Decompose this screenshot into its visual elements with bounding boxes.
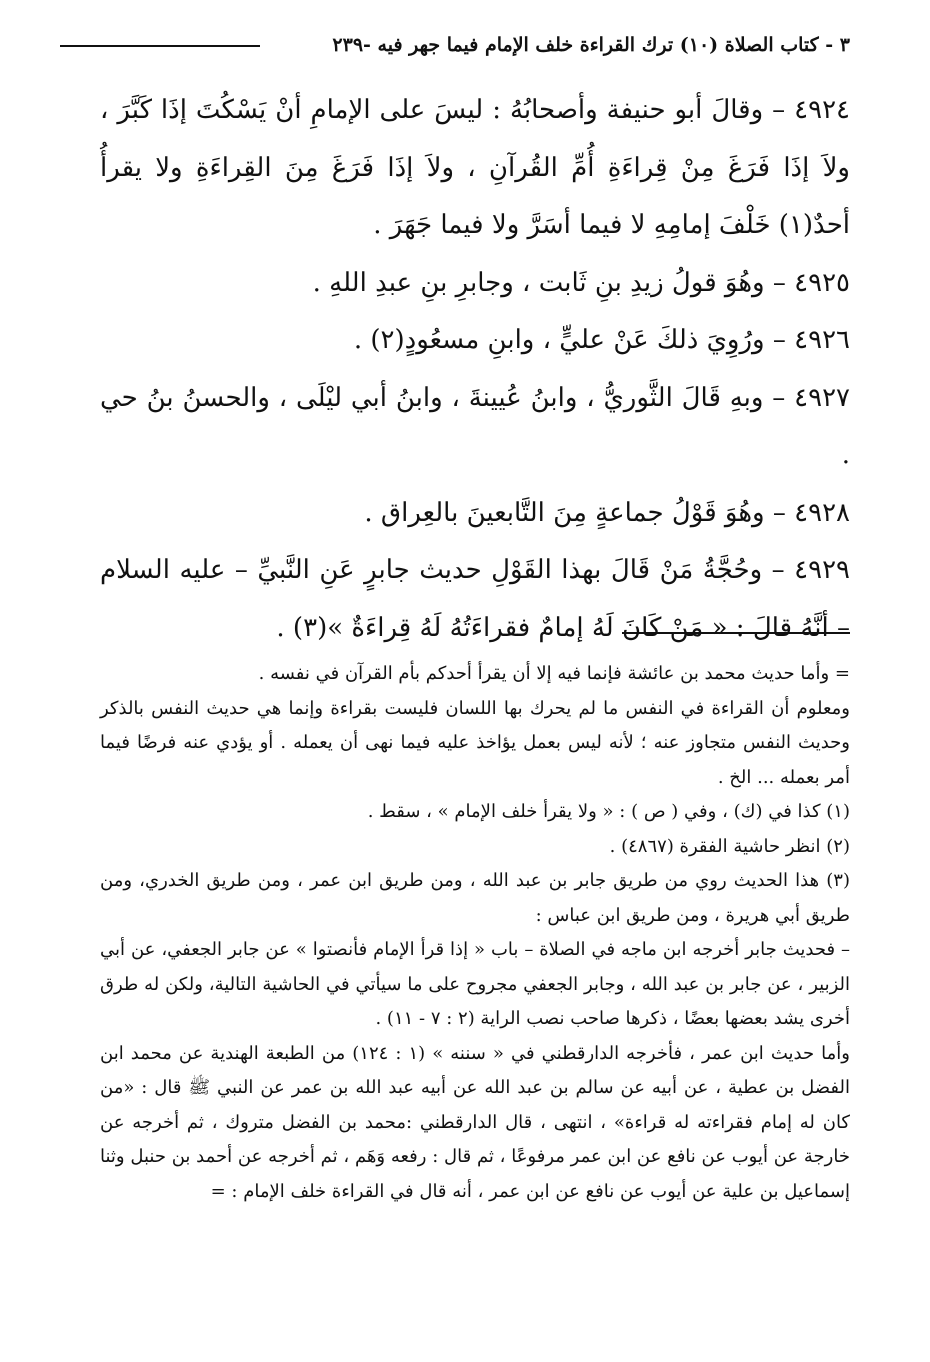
paragraph-4925: ٤٩٢٥ – وهُوَ قولُ زيدِ بنِ ثَابت ، وجابرِ بنِ عبدِ اللهِ . (312, 267, 850, 298)
paragraph-4927: ٤٩٢٧ – وبهِ قَالَ الثَّوريُّ ، وابنُ عُيينةَ ، وابنُ أبي ليْلَى ، والحسنُ بنُ حي . (100, 382, 850, 470)
footnotes (100, 657, 850, 1209)
footnote-3-jabir: – فحديث جابر أخرجه ابن ماجه في الصلاة – باب « إذا قرأ الإمام فأنصتوا » عن جابر الجعفي، عن أبي الزبير ، عن جابر بن عبد الله ، وجابر الجعفي مجروح على ما سيأتي في الحاشية التالية، ولكن له طرق أخرى يشد بعضها بعضًا ، ذكرها صاحب نصب الراية (٢ : ٧ - ١١) . (100, 939, 850, 1029)
paragraph-4928: ٤٩٢٨ – وهُوَ قَوْلُ جماعةٍ مِنَ التَّابعينَ بالعِراق . (364, 497, 850, 528)
footnote-1: (١) كذا في (ك) ، وفي ( ص ) : « ولا يقرأ خلف الإمام » ، سقط . (367, 801, 850, 822)
paragraph-4924: ٤٩٢٤ – وقالَ أبو حنيفة وأصحابُهُ : ليسَ على الإمامِ أنْ يَسْكُتَ إذَا كَبَّرَ ، ولاَ إذَا فَرَغَ مِنْ قِراءَةِ أُمِّ القُرآنِ ، ولاَ إذَا فَرَغَ مِنَ القِراءَةِ ولا يقرأُ أحدٌ(١) خَلْفَ إمامِهِ لا فيما أسَرَّ ولا فيما جَهَرَ . (100, 95, 850, 240)
header-title: ٣ - كتاب الصلاة (١٠) ترك القراءة خلف الإمام فيما جهر فيه -٢٣٩ (332, 34, 850, 56)
footnote-3-ibn-umar: وأما حديث ابن عمر ، فأخرجه الدارقطني في « سننه » (١ : ١٢٤) من الطبعة الهندية عن محمد ابن الفضل بن عطية ، عن أبيه عن سالم بن عبد الله عن أبيه عبد الله بن عمر عن النبي ﷺ قال : «من كان له إمام فقراءته له قراءة» ، انتهى ، قال الدارقطني :محمد بن الفضل متروك ، ثم أخرجه عن خارجة عن أيوب عن نافع عن ابن عمر مرفوعًا ، ثم قال : رفعه وَهَم ، ثم أخرجه عن أحمد بن حنبل وثنا إسماعيل بن علية عن أيوب عن نافع عن ابن عمر ، أنه قال في القراءة خلف الإمام : = (100, 1042, 850, 1202)
header-rule (60, 45, 260, 47)
main-text (100, 82, 850, 657)
footnote-separator (622, 632, 850, 634)
footnote-3: (٣) هذا الحديث روي من طريق جابر بن عبد الله ، ومن طريق ابن عمر ، ومن طريق الخدري، ومن طريق أبي هريرة ، ومن طريق ابن عباس : (100, 870, 850, 926)
footnote-2: (٢) انظر حاشية الفقرة (٤٨٦٧) . (609, 835, 850, 857)
paragraph-4929: ٤٩٢٩ – وحُجَّةُ مَنْ قَالَ بهذا القَوْلِ حديث جابرٍ عَنِ النَّبيِّ – عليه السلام – أنَّهُ قالَ : « مَنْ كَانَ لَهُ إمامٌ فقراءَتُهُ لَهُ قِراءَةٌ »(٣) . (100, 555, 850, 643)
footnote-continuation-2: ومعلوم أن القراءة في النفس ما لم يحرك بها اللسان فليست بقراءة وإنما هي حديث النفس بالذكر وحديث النفس متجاوز عنه ؛ لأنه ليس بعمل يؤاخذ عليه فيما نهى أن يعمله . أو يؤدي عنه فرضًا فيما أمر بعمله ... الخ . (100, 697, 850, 788)
paragraph-4926: ٤٩٢٦ – ورُوِيَ ذلكَ عَنْ عليٍّ ، وابنِ مسعُودٍ(٢) . (353, 325, 850, 355)
running-header (60, 30, 850, 60)
footnote-continuation: = وأما حديث محمد بن عائشة فإنما فيه إلا أن يقرأ أحدكم بأم القرآن في نفسه . (258, 663, 850, 684)
